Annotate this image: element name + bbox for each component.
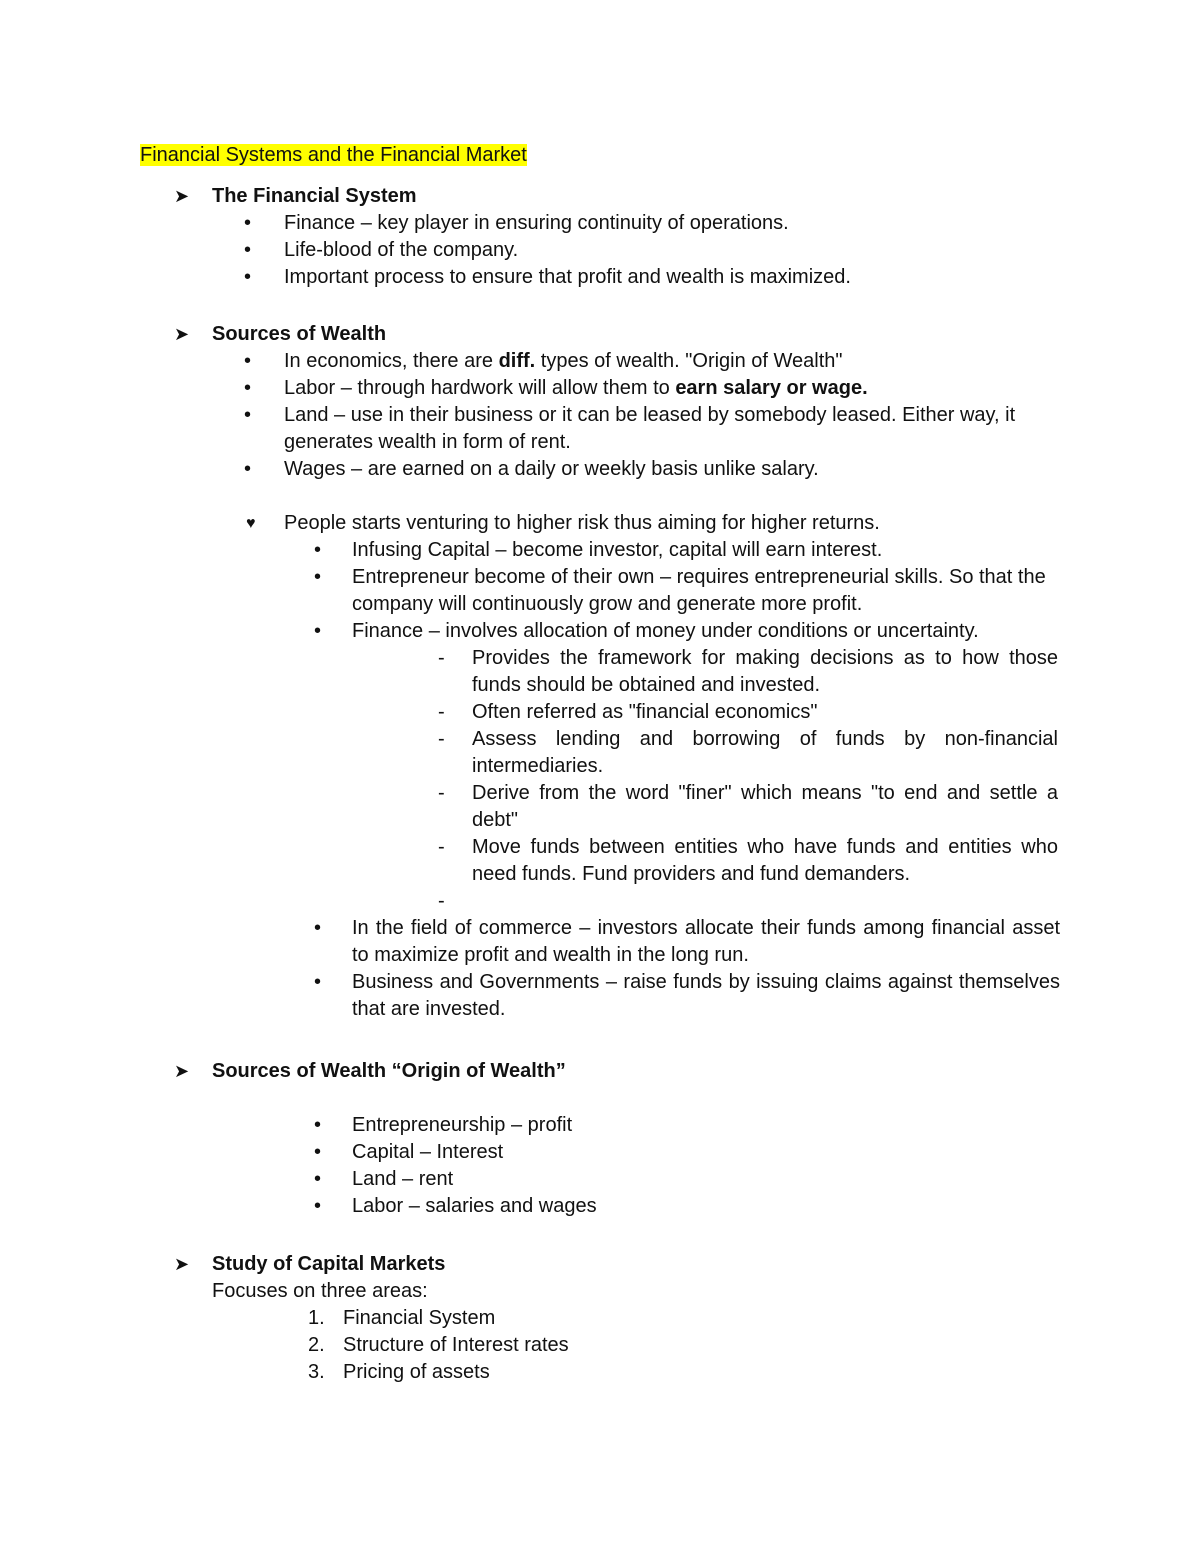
list-item: • Finance – key player in ensuring continuity of operations. [140, 210, 1060, 237]
dash-item: - Provides the framework for making decisions as to how those funds should be obtained and invested. [140, 645, 1058, 699]
arrow-bullet-icon: ➤ [174, 186, 190, 206]
list-item: • Business and Governments – raise funds by issuing claims against themselves that are invested. [140, 969, 1060, 1023]
document-title: Financial Systems and the Financial Market [140, 144, 527, 166]
section-financial-system [140, 183, 1060, 291]
list-item: • Labor – salaries and wages [140, 1193, 1060, 1220]
heart-icon: ♥ [246, 515, 256, 532]
list-item: • In economics, there are diff. types of wealth. "Origin of Wealth" [140, 348, 1060, 375]
numbered-item: 3. Pricing of assets [308, 1361, 490, 1383]
dash-item [140, 888, 1058, 915]
arrow-bullet-icon: ➤ [174, 324, 190, 344]
list-item: • Important process to ensure that profit and wealth is maximized. [140, 264, 1060, 291]
list-item: • Capital – Interest [140, 1139, 1060, 1166]
section-sources-of-wealth [140, 321, 1060, 1023]
list-item: • Wages – are earned on a daily or weekly basis unlike salary. [140, 456, 1060, 483]
list-item: • Entrepreneur become of their own – requires entrepreneurial skills. So that the company will continuously grow and generate more profit. [140, 564, 1060, 618]
arrow-bullet-icon: ➤ [174, 1254, 190, 1274]
numbered-item: 2. Structure of Interest rates [308, 1334, 569, 1356]
dash-item: - Assess lending and borrowing of funds by non-financial intermediaries. [140, 726, 1058, 780]
list-item: • Land – rent [140, 1166, 1060, 1193]
list-item: • In the field of commerce – investors allocate their funds among financial asset to maximize profit and wealth in the long run. [140, 915, 1060, 969]
list-item: • Land – use in their business or it can be leased by somebody leased. Either way, it generates wealth in form of rent. [140, 402, 1060, 456]
section-heading: ➤ Sources of Wealth [140, 321, 1060, 348]
section-intro: Focuses on three areas: [212, 1280, 428, 1302]
section-heading: ➤ Study of Capital Markets [140, 1251, 569, 1278]
arrow-bullet-icon: ➤ [174, 1061, 190, 1081]
section-heading: ➤ The Financial System [140, 183, 1060, 210]
dash-item: - Move funds between entities who have funds and entities who need funds. Fund providers and fund demanders. [140, 834, 1058, 888]
list-item: • Labor – through hardwork will allow them to earn salary or wage. [140, 375, 1060, 402]
dash-item: - Derive from the word "finer" which means "to end and settle a debt" [140, 780, 1058, 834]
list-item: • Infusing Capital – become investor, capital will earn interest. [140, 537, 1060, 564]
heart-list-item: ♥ People starts venturing to higher risk thus aiming for higher returns. [140, 510, 1060, 537]
section-origin-of-wealth [140, 1058, 1060, 1220]
section-capital-markets [140, 1251, 569, 1386]
list-item: • Entrepreneurship – profit [140, 1112, 1060, 1139]
dash-item: - Often referred as "financial economics" [140, 699, 1058, 726]
numbered-item: 1. Financial System [308, 1307, 496, 1329]
section-heading: ➤ Sources of Wealth “Origin of Wealth” [140, 1058, 1060, 1085]
list-item: • Finance – involves allocation of money under conditions or uncertainty. [140, 618, 1060, 645]
list-item: • Life-blood of the company. [140, 237, 1060, 264]
